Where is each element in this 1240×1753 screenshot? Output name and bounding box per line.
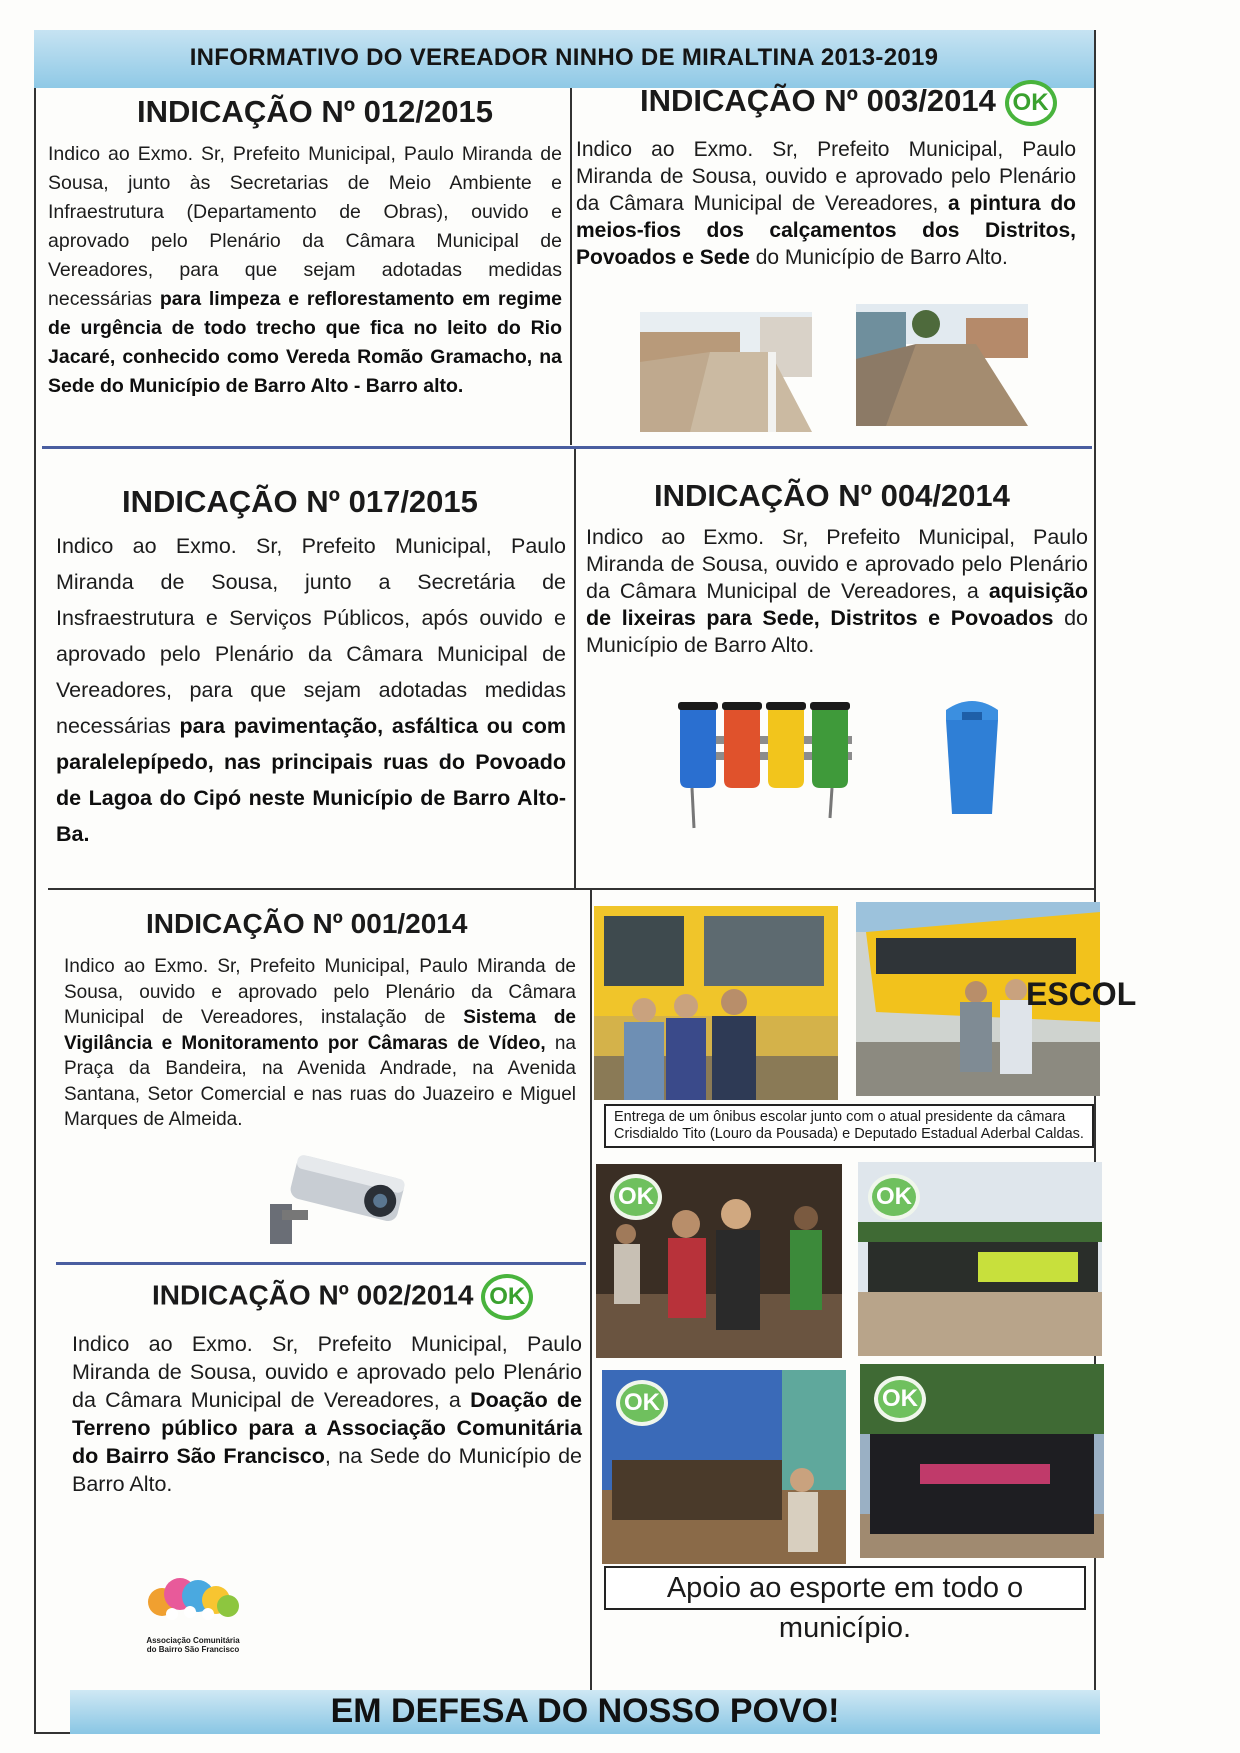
sports-photo-1 [596, 1164, 842, 1358]
footer-banner [70, 1690, 1100, 1734]
indicacao-body [72, 1330, 582, 1498]
indicacao-title: INDICAÇÃO Nº 017/2015 [122, 484, 478, 519]
body-text: Indico ao Exmo. Sr, Prefeito Municipal, Paulo Miranda de Sousa, ouvido e aprovado pelo Plenário da Câmara Municipal de Vereadores, a [586, 525, 1088, 603]
sports-photo-4 [860, 1364, 1104, 1558]
association-logo [140, 1574, 250, 1634]
association-logo-text: Associação Comunitária do Bairro São Francisco [146, 1636, 240, 1654]
trash-bin-icon [940, 696, 1004, 816]
ok-badge-icon: OK [616, 1380, 668, 1426]
divider-horizontal-1 [42, 446, 1092, 449]
indicacao-title: INDICAÇÃO Nº 001/2014 [146, 908, 468, 939]
body-text: Indico ao Exmo. Sr, Prefeito Municipal, Paulo Miranda de Sousa, ouvido e aprovado pelo Plenário da Câmara Municipal de Vereadores, a [72, 1332, 582, 1412]
sports-support-caption: Apoio ao esporte em todo o município. [604, 1566, 1086, 1610]
header-title: INFORMATIVO DO VEREADOR NINHO DE MIRALTINA 2013-2019 [189, 44, 939, 71]
recycling-bins-icon [672, 700, 862, 830]
recycling-bins-illustration [672, 700, 862, 830]
body-text-end: do Município de Barro Alto. [749, 246, 1008, 269]
indicacao-017-2015 [56, 484, 566, 852]
footer-slogan: EM DEFESA DO NOSSO POVO! [330, 1692, 840, 1730]
sports-photo-3 [602, 1370, 846, 1564]
indicacao-004-2014 [586, 478, 1088, 659]
body-highlight: Doação de Terreno público para a Associação Comunitária do Bairro São Francisco [72, 1388, 582, 1468]
ok-badge-icon: OK [874, 1376, 926, 1422]
indicacao-title: INDICAÇÃO Nº 012/2015 [137, 94, 493, 129]
body-text: Indico ao Exmo. Sr, Prefeito Municipal, Paulo Miranda de Sousa, ouvido e aprovado pelo Plenário da Câmara Municipal de Vereadores, instalação de [64, 956, 576, 1028]
body-text-end: do Município de Barro Alto. [586, 606, 1088, 657]
ok-badge-icon: OK [610, 1174, 662, 1220]
body-highlight: Sistema de Vigilância e Monitoramento por Câmaras de Vídeo, [64, 1007, 576, 1054]
sports-photo-2 [858, 1162, 1102, 1356]
indicacao-title: INDICAÇÃO Nº 004/2014 [654, 478, 1010, 513]
indicacao-body [56, 528, 566, 852]
body-highlight: a pintura do meios-fios dos calçamentos dos Distritos, Povoados e Sede [576, 192, 1076, 269]
body-text-end: , na Sede do Município de Barro Alto. [72, 1444, 582, 1496]
street-curb-photo-2 [856, 304, 1028, 426]
body-highlight: para limpeza e reflorestamento em regime de urgência de todo trecho que fica no leito do Rio Jacaré, conhecido como Vereda Romão Gramacho, na Sede do Município de Barro Alto - Barro alto. [48, 288, 563, 397]
security-camera-icon [262, 1148, 412, 1248]
divider-vertical-mid [574, 449, 576, 889]
association-logo-icon [140, 1574, 250, 1634]
ok-badge-icon: OK [1005, 80, 1057, 126]
indicacao-body [586, 524, 1088, 659]
indicacao-title: INDICAÇÃO Nº 002/2014 [152, 1279, 474, 1311]
indicacao-002-2014 [72, 1274, 582, 1498]
divider-horizontal-2 [48, 888, 1094, 890]
body-text: Indico ao Exmo. Sr, Prefeito Municipal, Paulo Miranda de Sousa, junto a Secretária de Insfraestrutura e Serviços Públicos, após ouvido e aprovado pelo Plenário da Câmara Municipal de Vereadores, para que sejam adotadas medidas necessárias [56, 534, 566, 738]
indicacao-003-2014 [576, 80, 1076, 271]
indicacao-title: INDICAÇÃO Nº 003/2014 [640, 83, 996, 119]
ok-badge-icon: OK [868, 1174, 920, 1220]
indicacao-body [48, 140, 562, 401]
divider-vertical-top [570, 88, 572, 445]
body-text: Indico ao Exmo. Sr, Prefeito Municipal, Paulo Miranda de Sousa, junto às Secretarias de Meio Ambiente e Infraestrutura (Departamento de Obras), ouvido e aprovado pelo Plenário da Câmara Municipal de Vereadores, para que sejam adotadas medidas necessárias [48, 143, 562, 310]
bus-side-text: ESCOL [1026, 976, 1137, 1012]
divider-vertical-bottom [590, 890, 592, 1690]
blue-trash-bin-illustration [940, 696, 1004, 816]
street-photo-image [856, 304, 1028, 426]
body-highlight: aquisição de lixeiras para Sede, Distritos e Povoados [586, 579, 1088, 630]
divider-horizontal-3 [56, 1262, 586, 1265]
indicacao-body [64, 954, 576, 1133]
indicacao-body [576, 136, 1076, 271]
bus-photo-image [594, 906, 838, 1100]
street-photo-image [640, 312, 812, 432]
security-camera-illustration [262, 1148, 412, 1248]
indicacao-001-2014 [64, 908, 576, 1133]
ok-badge-icon: OK [481, 1274, 533, 1320]
body-highlight: para pavimentação, asfáltica ou com paralelepípedo, nas principais ruas do Povoado de Lagoa do Cipó neste Município de Barro Alto-Ba. [56, 714, 566, 846]
school-bus-photo-2 [856, 902, 1137, 1096]
school-bus-photo-1 [594, 906, 838, 1100]
body-text-end: na Praça da Bandeira, na Avenida Andrade, na Avenida Santana, Setor Comercial e nas ruas do Juazeiro e Miguel Marques de Almeida. [64, 1032, 576, 1130]
bus-delivery-caption: Entrega de um ônibus escolar junto com o atual presidente da câmara Crisdialdo Tito (Louro da Pousada) e Deputado Estadual Aderbal Caldas. [604, 1104, 1094, 1148]
body-text: Indico ao Exmo. Sr, Prefeito Municipal, Paulo Miranda de Sousa, ouvido e aprovado pelo Plenário da Câmara Municipal de Vereadores, [576, 138, 1076, 215]
indicacao-012-2015 [48, 88, 562, 401]
street-curb-photo-1 [640, 312, 812, 432]
